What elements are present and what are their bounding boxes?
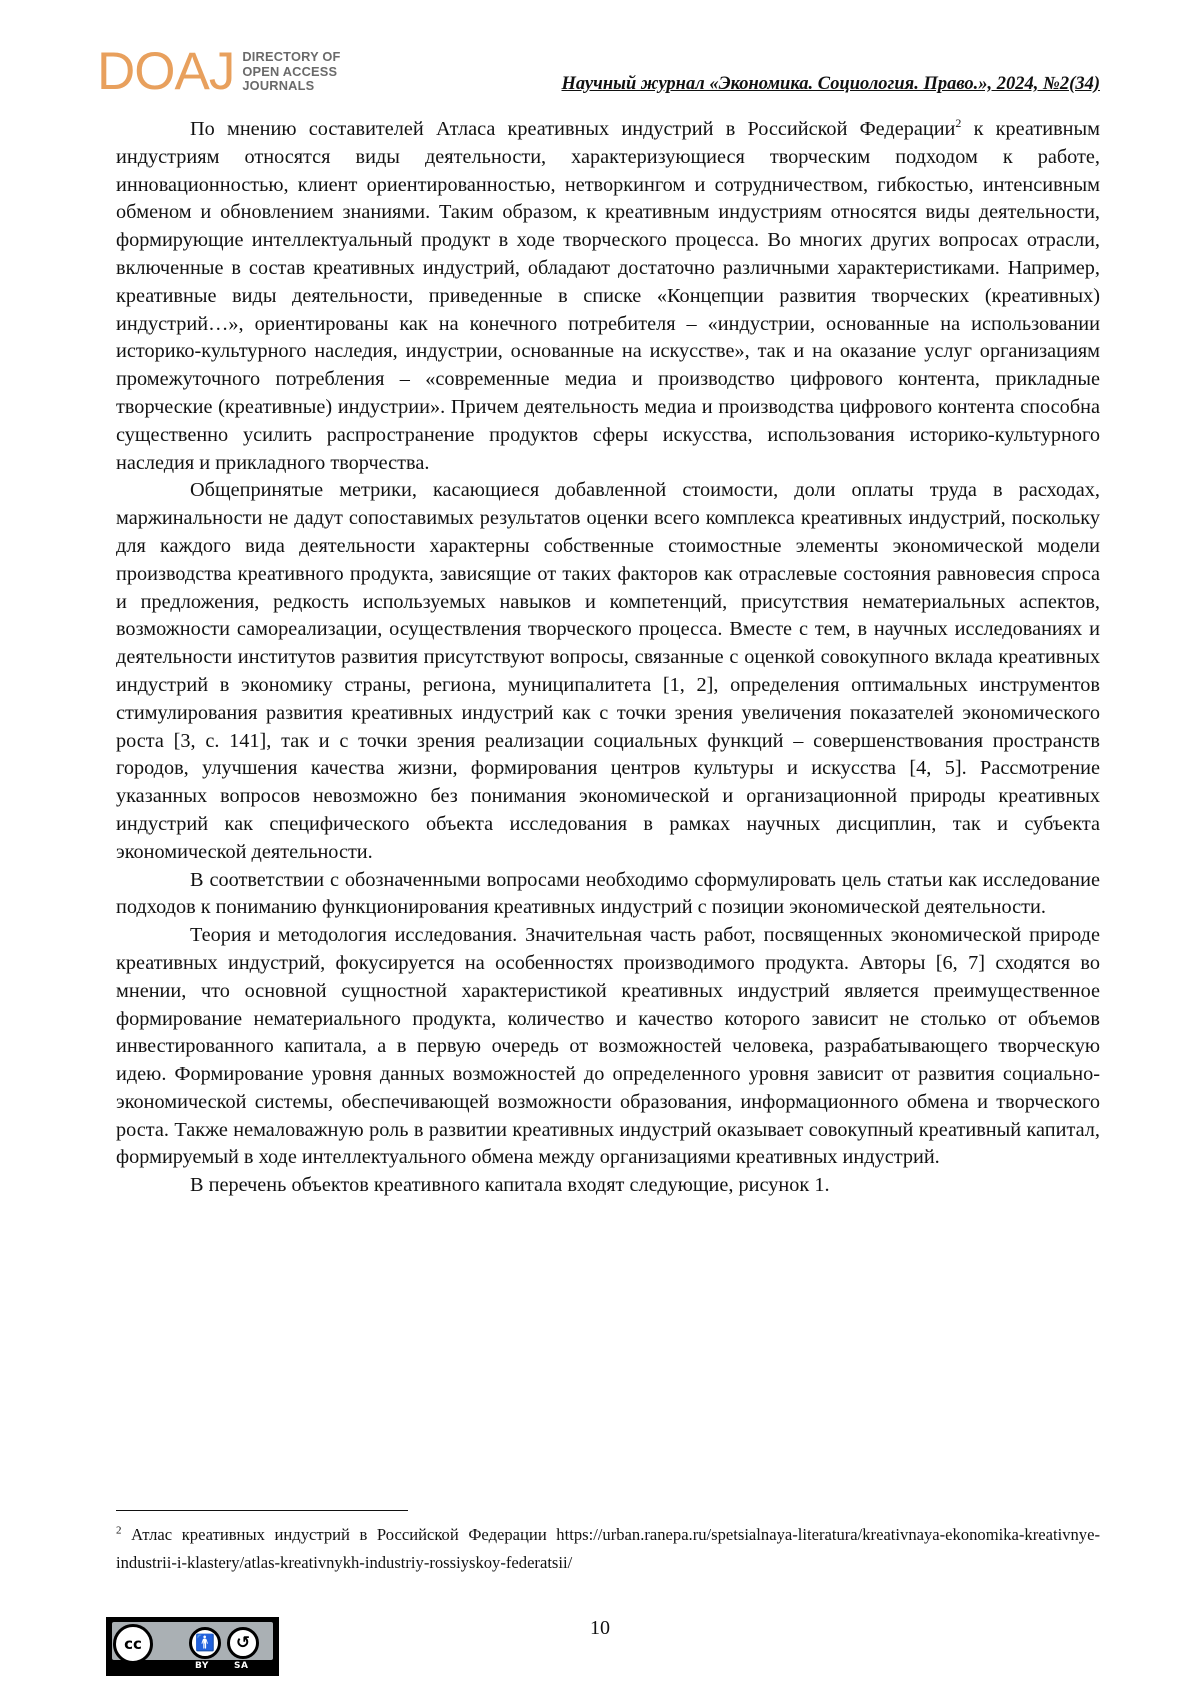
paragraph-text: По мнению составителей Атласа креативных индустрий в Российской Федерации: [190, 118, 955, 140]
share-alike-icon: ↺: [227, 1627, 259, 1659]
page-number: 10: [0, 1617, 1200, 1640]
footnote: [116, 1521, 1100, 1577]
attribution-person-icon: 🚹: [189, 1627, 221, 1659]
cc-by-label: BY: [195, 1661, 209, 1671]
footnote-ref[interactable]: 2: [955, 116, 961, 130]
doaj-logo-line: OPEN ACCESS: [242, 65, 340, 80]
paragraph: [116, 116, 1100, 477]
paragraph-text: к креативным индустриям относятся виды деятельности, характеризующиеся творческим подходом к работе, инновационностью, клиент ориентированностью, нетворкингом и сотрудничеством, гибкостью, интенсивным обменом и обновлением знаниями. Таким образом, к креативным индустриям относятся виды деятельности, формирующие интеллектуальный продукт в ходе творческого процесса. Во многих других вопросах отрасли, включенные в состав креативных индустрий, обладают достаточно различными характеристиками. Например, креативные виды деятельности, приведенные в списке «Концепции развития творческих (креативных) индустрий…», ориентированы как на конечного потребителя – «индустрии, основанные на использовании историко-культурного наследия, индустрии, основанные на искусстве», так и на оказание услуг организациям промежуточного потребления – «современные медиа и производство цифрового контента, прикладные творческие (креативные) индустрии». Причем деятельность медиа и производства цифрового контента способна существенно усилить распространение продуктов сферы искусства, использования историко-культурного наследия и прикладного творчества.: [116, 118, 1100, 474]
paragraph: В соответствии с обозначенными вопросами необходимо сформулировать цель статьи как исследование подходов к пониманию функционирования креативных индустрий с позиции экономической деятельности.: [116, 867, 1100, 923]
paragraph: Общепринятые метрики, касающиеся добавленной стоимости, доли оплаты труда в расходах, маржинальности не дадут сопоставимых результатов оценки всего комплекса креативных индустрий, поскольку для каждого вида деятельности характерны собственные стоимостные элементы экономической модели производства креативного продукта, зависящие от таких факторов как отраслевые состояния равновесия спроса и предложения, редкость используемых навыков и компетенций, присутствия нематериальных аспектов, возможности самореализации, осуществления творческого процесса. Вместе с тем, в научных исследованиях и деятельности институтов развития присутствуют вопросы, связанные с оценкой совокупного вклада креативных индустрий в экономику страны, региона, муниципалитета [1, 2], определения оптимальных инструментов стимулирования развития креативных индустрий как с точки зрения увеличения показателей экономического роста [3, с. 141], так и с точки зрения реализации социальных функций – совершенствования пространств городов, улучшения качества жизни, формирования центров культуры и искусства [4, 5]. Рассмотрение указанных вопросов невозможно без понимания экономической и организационной природы креативных индустрий как специфического объекта исследования в рамках научных дисциплин, так и субъекта экономической деятельности.: [116, 477, 1100, 866]
doaj-logo-line: DIRECTORY OF: [242, 50, 340, 65]
footnote-divider: [116, 1510, 408, 1511]
doaj-logo-line: JOURNALS: [242, 79, 340, 94]
paragraph: В перечень объектов креативного капитала входят следующие, рисунок 1.: [116, 1172, 1100, 1200]
doaj-logo-text: [242, 50, 340, 94]
cc-icon: cc: [113, 1624, 153, 1664]
journal-header: Научный журнал «Экономика. Социология. Право.», 2024, №2(34): [562, 74, 1100, 95]
cc-sa-label: SA: [234, 1661, 248, 1671]
footnote-text[interactable]: Атлас креативных индустрий в Российской Федерации https://urban.ranepa.ru/spetsialnaya-literatura/kreativnaya-ekonomika-kreativnye-industrii-i-klastery/atlas-kreativnykh-industriy-rossiyskoy-federatsii/: [116, 1525, 1100, 1572]
doaj-logo: [97, 46, 341, 98]
paragraph: Теория и методология исследования. Значительная часть работ, посвященных экономической природе креативных индустрий, фокусируется на особенностях производимого продукта. Авторы [6, 7] сходятся во мнении, что основной сущностной характеристикой креативных индустрий является преимущественное формирование нематериального продукта, количество и качество которого зависит не столько от объемов инвестированного капитала, а в первую очередь от возможностей человека, разрабатывающего творческую идею. Формирование уровня данных возможностей до определенного уровня зависит от развития социально-экономической системы, обеспечивающей возможности образования, информационного обмена и творческого роста. Также немаловажную роль в развитии креативных индустрий оказывает совокупный креативный капитал, формируемый в ходе интеллектуального обмена между организациями креативных индустрий.: [116, 922, 1100, 1172]
journal-page: [0, 0, 1200, 1697]
doaj-logo-mark: DOAJ: [97, 46, 234, 98]
article-body: [116, 116, 1100, 1200]
footnote-number: 2: [116, 1524, 122, 1536]
